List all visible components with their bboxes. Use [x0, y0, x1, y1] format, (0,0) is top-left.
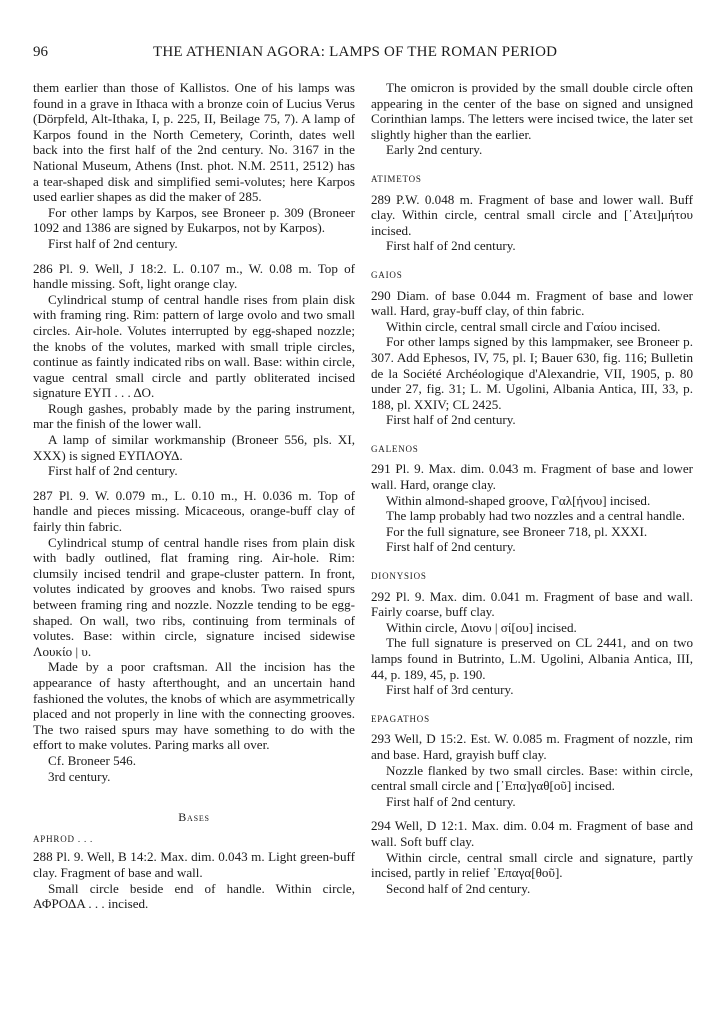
signer-label-gaios: GAIOS	[371, 269, 403, 280]
section-heading-bases: Bases	[178, 810, 210, 825]
paragraph: First half of 2nd century.	[386, 238, 516, 254]
paragraph: Rough gashes, probably made by the paring instrument, mar the finish of the lower wall.	[33, 400, 355, 432]
catalogue-entry-287	[33, 488, 355, 784]
paragraph: First half of 2nd century.	[48, 463, 178, 479]
paragraph: Small circle beside end of handle. Within circle, ΑΦΡΟΔΑ . . . incised.	[33, 880, 355, 912]
running-header	[33, 44, 689, 66]
catalogue-entry-286	[33, 261, 355, 479]
left-column	[33, 80, 355, 912]
entry-heading: 288 Pl. 9. Well, B 14:2. Max. dim. 0.043 m. Light green-buff clay. Fragment of base and wall.	[33, 849, 355, 880]
paragraph: Made by a poor craftsman. All the incision has the appearance of hasty afterthought, and an uncertain hand fashioned the volutes, the knobs of which are asymmetrically placed and not properly in line with the connecting grooves. The two raised spurs may have something to do with the effort to make volutes. Paring marks all over.	[33, 659, 355, 753]
entry-heading: 287 Pl. 9. W. 0.079 m., L. 0.10 m., H. 0.036 m. Top of handle and pieces missing. Micaceous, orange-buff clay of fairly thin fabric.	[33, 487, 355, 535]
paragraph: For other lamps signed by this lampmaker, see Broneer p. 307. Add Ephesos, IV, 75, pl. I; Bauer 630, fig. 116; Bulletin de la Société Archéologique d'Alexandrie, VII, 1905, p. 80 under 27, fig. 31; L. M. Ugolini, Albania Antica, III, 33, p. 188, pl. XXIV; CL 2425.	[371, 334, 693, 412]
paragraph: The full signature is preserved on CL 2441, and on two lamps found in Butrinto, L.M. Ugolini, Albania Antica, III, 44, p. 189, 45, p. 190.	[371, 635, 693, 682]
entry-heading: 292 Pl. 9. Max. dim. 0.041 m. Fragment of base and wall. Fairly coarse, buff clay.	[371, 588, 693, 620]
catalogue-entry-290	[371, 288, 693, 428]
catalogue-entry-293	[371, 731, 693, 809]
entry-heading: 291 Pl. 9. Max. dim. 0.043 m. Fragment of base and lower wall. Hard, orange clay.	[371, 461, 693, 493]
paragraph: them earlier than those of Kallistos. One of his lamps was found in a grave in Ithaca with a bronze coin of Lucius Verus (Dörpfeld, Alt-Ithaka, I, p. 225, II, Beilage 75, 7). A lamp of Karpos found in the North Cemetery, Corinth, dates well back into the first half of the 2nd century. No. 3167 in the National Museum, Athens (Inst. phot. N.M. 2511, 2512) has a tear-shaped disk and simplified semi-volutes; here Karpos used earlier shapes as did the maker of 285.	[33, 80, 355, 205]
entry-heading: 294 Well, D 12:1. Max. dim. 0.04 m. Fragment of base and wall. Soft buff clay.	[371, 818, 693, 849]
signer-label-atimetos: ATIMETOS	[371, 173, 422, 184]
paragraph: Second half of 2nd century.	[386, 880, 531, 896]
paragraph: A lamp of similar workmanship (Broneer 556, pls. XI, XXX) is signed ΕΥΠΛΟΥΔ.	[33, 432, 355, 463]
paragraph: 3rd century.	[48, 768, 111, 784]
catalogue-entry-289	[371, 192, 693, 254]
catalogue-entry-291	[371, 461, 693, 555]
signer-label-epagathos: EPAGATHOS	[371, 713, 430, 724]
paragraph: First half of 2nd century.	[48, 235, 178, 251]
paragraph: Within circle, Διονυ | σί[ου] incised.	[386, 619, 577, 635]
paragraph: First half of 2nd century.	[386, 539, 516, 555]
entry-heading: 290 Diam. of base 0.044 m. Fragment of base and lower wall. Hard, gray-buff clay, of thin fabric.	[371, 287, 693, 319]
paragraph: The omicron is provided by the small double circle often appearing in the center of the base on signed and unsigned Corinthian lamps. The letters were incised twice, the later set slightly higher than the earlier.	[371, 80, 693, 142]
paragraph: Cylindrical stump of central handle rises from plain disk with badly outlined, flat framing ring. Air-hole. Rim: clumsily incised tendril and grape-cluster pattern. In front, volutes indicated by grooves and knobs. Two raised spurs between framing ring and nozzle. Nozzle tending to be egg-shaped. On wall, two ribs, continuing from terminals of volutes. Base: within circle, signature incised sidewise Λουκίο | υ.	[33, 534, 355, 659]
paragraph: First half of 3rd century.	[386, 682, 514, 698]
signer-label-aphrod: APHROD . . .	[33, 833, 94, 844]
page-number: 96	[33, 44, 48, 60]
paragraph: For other lamps by Karpos, see Broneer p. 309 (Broneer 1092 and 1386 are signed by Eukarpos, not by Karpos).	[33, 204, 355, 236]
paragraph: Cf. Broneer 546.	[48, 752, 136, 768]
signer-label-galenos: GALENOS	[371, 443, 419, 454]
catalogue-entry-292	[371, 589, 693, 698]
entry-heading: 286 Pl. 9. Well, J 18:2. L. 0.107 m., W. 0.08 m. Top of handle missing. Soft, light orange clay.	[33, 260, 355, 292]
paragraph: Within circle, central small circle and Γαίου incised.	[386, 318, 661, 334]
paragraph: The lamp probably had two nozzles and a central handle.	[386, 508, 685, 524]
catalogue-entry-288	[33, 849, 355, 911]
entry-heading: 293 Well, D 15:2. Est. W. 0.085 m. Fragment of nozzle, rim and base. Hard, grayish buff clay.	[371, 731, 693, 762]
paragraph: First half of 2nd century.	[386, 412, 516, 428]
right-column	[371, 80, 693, 896]
paragraph: Within almond-shaped groove, Γαλ[ήνου] incised.	[386, 492, 651, 508]
paragraph: Nozzle flanked by two small circles. Base: within circle, central small circle and [᾿Επα]γαθ[οῦ] incised.	[371, 762, 693, 794]
entry-heading: 289 P.W. 0.048 m. Fragment of base and lower wall. Buff clay. Within circle, central small circle and [᾿Ατει]μήτου incised.	[371, 191, 693, 238]
paragraph: Early 2nd century.	[386, 142, 483, 158]
paragraph: First half of 2nd century.	[386, 793, 516, 809]
paragraph: Cylindrical stump of central handle rises from plain disk with framing ring. Rim: pattern of large ovolo and two small circles. Air-hole. Volutes interrupted by egg-shaped nozzle; the knobs of the volutes, marked with small triple circles, continue as faintly indicated ribs on wall. Base: within circle, vague central small circle and partly obliterated incised signature ΕΥΠ . . . ΔΟ.	[33, 291, 355, 401]
paragraph: Within circle, central small circle and signature, partly incised, partly in relief ᾿Επαγα[θοῦ].	[371, 849, 693, 881]
catalogue-entry-294	[371, 818, 693, 896]
paragraph: For the full signature, see Broneer 718, pl. XXXI.	[386, 523, 648, 539]
running-title: THE ATHENIAN AGORA: LAMPS OF THE ROMAN PERIOD	[153, 44, 558, 60]
signer-label-dionysios: DIONYSIOS	[371, 571, 427, 582]
